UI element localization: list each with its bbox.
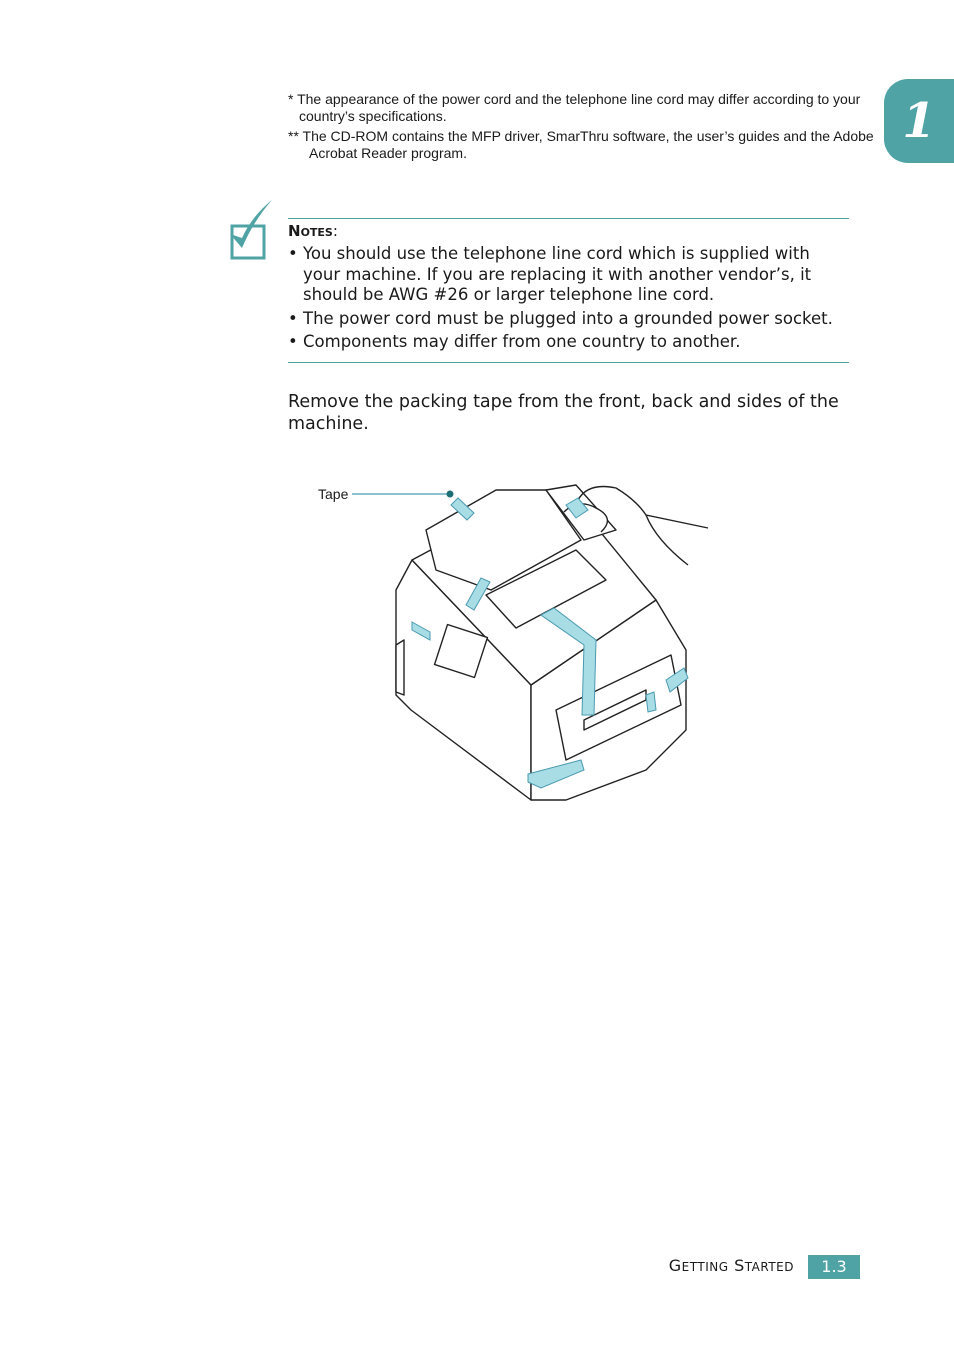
footer-section-title: GETTING STARTED (668, 1256, 794, 1275)
note-item: • The power cord must be plugged into a grounded power socket. (288, 309, 849, 330)
page-number: 1.3 (808, 1255, 860, 1279)
note-item: • Components may differ from one country to another. (288, 332, 849, 353)
checkmark-note-icon (224, 198, 274, 260)
chapter-tab (884, 79, 954, 163)
note-item: • You should use the telephone line cord which is supplied with your machine. If you are replacing it with another vendor’s, it should be AWG #26 or larger telephone line cord. (288, 244, 849, 306)
notes-box (288, 218, 849, 363)
notes-list (288, 244, 849, 356)
notes-title: NOTES: (288, 222, 338, 240)
tape-callout-label: Tape (318, 486, 349, 502)
instruction-paragraph: Remove the packing tape from the front, back and sides of the machine. (288, 392, 839, 434)
footnote-cd-rom: ** The CD-ROM contains the MFP driver, SmarThru software, the user’s guides and the Adobe Acrobat Reader program. (288, 128, 874, 161)
machine-illustration (316, 470, 716, 810)
footnote-power-cord: * The appearance of the power cord and the telephone line cord may differ according to your country’s specifications. (288, 91, 861, 124)
chapter-number: 1 (902, 93, 936, 149)
